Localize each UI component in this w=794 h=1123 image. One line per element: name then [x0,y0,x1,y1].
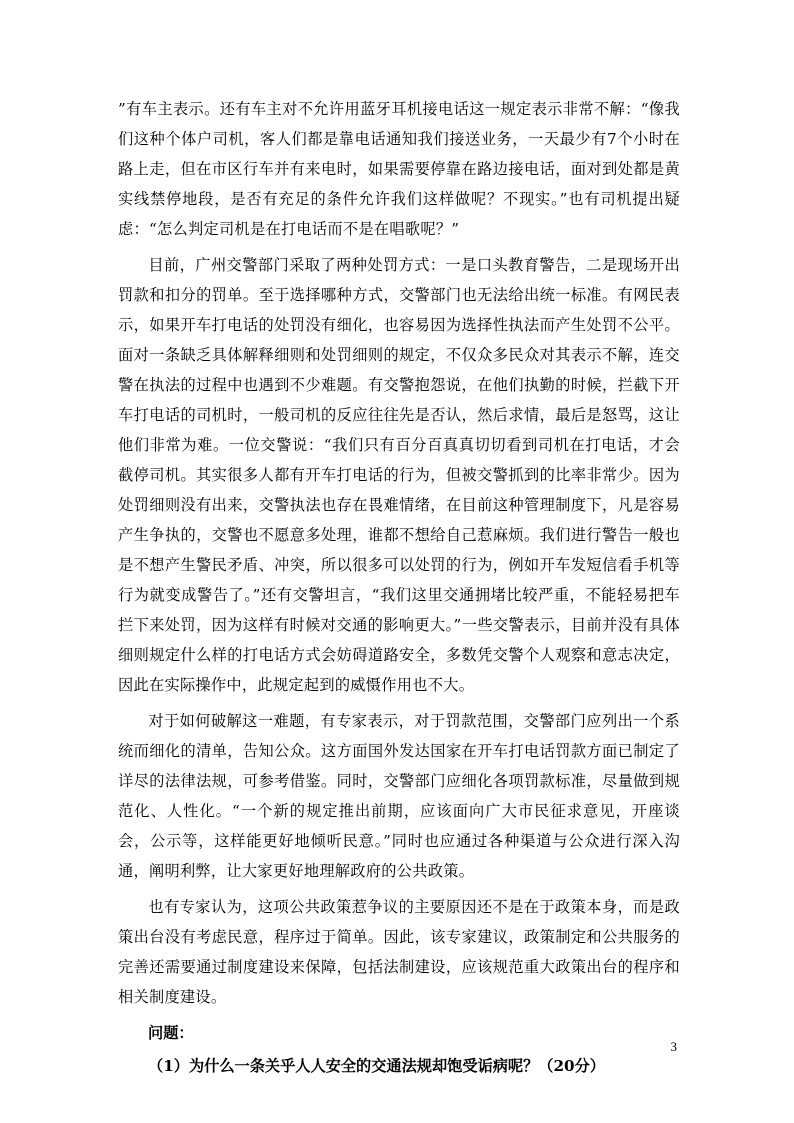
paragraph-2: 目前，广州交警部门采取了两种处罚方式：一是口头教育警告，二是现场开出罚款和扣分的罚单。至于选择哪种方式，交警部门也无法给出统一标准。有网民表示，如果开车打电话的处罚没有细化，也容易因为选择性执法而产生处罚不公平。面对一条缺乏具体解释细则和处罚细则的规定，不仅众多民众对其表示不解，连交警在执法的过程中也遇到不少难题。有交警抱怨说，在他们执勤的时候，拦截下开车打电话的司机时，一般司机的反应往往先是否认，然后求情，最后是怒骂，这让他们非常为难。一位交警说：“我们只有百分百真真切切看到司机在打电话，才会截停司机。其实很多人都有开车打电话的行为，但被交警抓到的比率非常少。因为处罚细则没有出来，交警执法也存在畏难情绪，在目前这种管理制度下，凡是容易产生争执的，交警也不愿意多处理，谁都不想给自己惹麻烦。我们进行警告一般也是不想产生警民矛盾、冲突，所以很多可以处罚的行为，例如开车发短信看手机等行为就变成警告了。”还有交警坦言，“我们这里交通拥堵比较严重，不能轻易把车拦下来处罚，因为这样有时候对交通的影响更大。”一些交警表示，目前并没有具体细则规定什么样的打电话方式会妨碍道路安全，多数凭交警个人观察和意志决定，因此在实际操作中，此规定起到的威慑作用也不大。 [118,256,680,694]
paragraph-4: 也有专家认为，这项公共政策惹争议的主要原因还不是在于政策本身，而是政策出台没有考虑民意，程序过于简单。因此，该专家建议，政策制定和公共服务的完善还需要通过制度建设来保障，包括法制建设，应该规范重大政策出台的程序和相关制度建设。 [118,898,680,1006]
question-item-1: （1）为什么一条关乎人人安全的交通法规却饱受诟病呢？（20分） [148,1057,605,1075]
page-number: 3 [670,1039,677,1054]
paragraph-1: ”有车主表示。还有车主对不允许用蓝牙耳机接电话这一规定表示非常不解：“像我们这种个体户司机，客人们都是靠电话通知我们接送业务，一天最少有7个小时在路上走，但在市区行车并有来电时，如果需要停靠在路边接电话，面对到处都是黄实线禁停地段，是否有充足的条件允许我们这样做呢？不现实。”也有司机提出疑虑：“怎么判定司机是在打电话而不是在唱歌呢？” [118,100,680,238]
question-label: 问题： [148,1024,194,1042]
document-body [118,94,680,1084]
paragraph-3: 对于如何破解这一难题，有专家表示，对于罚款范围，交警部门应列出一个系统而细化的清单，告知公众。这方面国外发达国家在开车打电话罚款方面已制定了详尽的法律法规，可参考借鉴。同时，交警部门应细化各项罚款标准，尽量做到规范化、人性化。“一个新的规定推出前期，应该面向广大市民征求意见，开座谈会，公示等，这样能更好地倾听民意。”同时也应通过各种渠道与公众进行深入沟通，阐明利弊，让大家更好地理解政府的公共政策。 [118,712,680,880]
